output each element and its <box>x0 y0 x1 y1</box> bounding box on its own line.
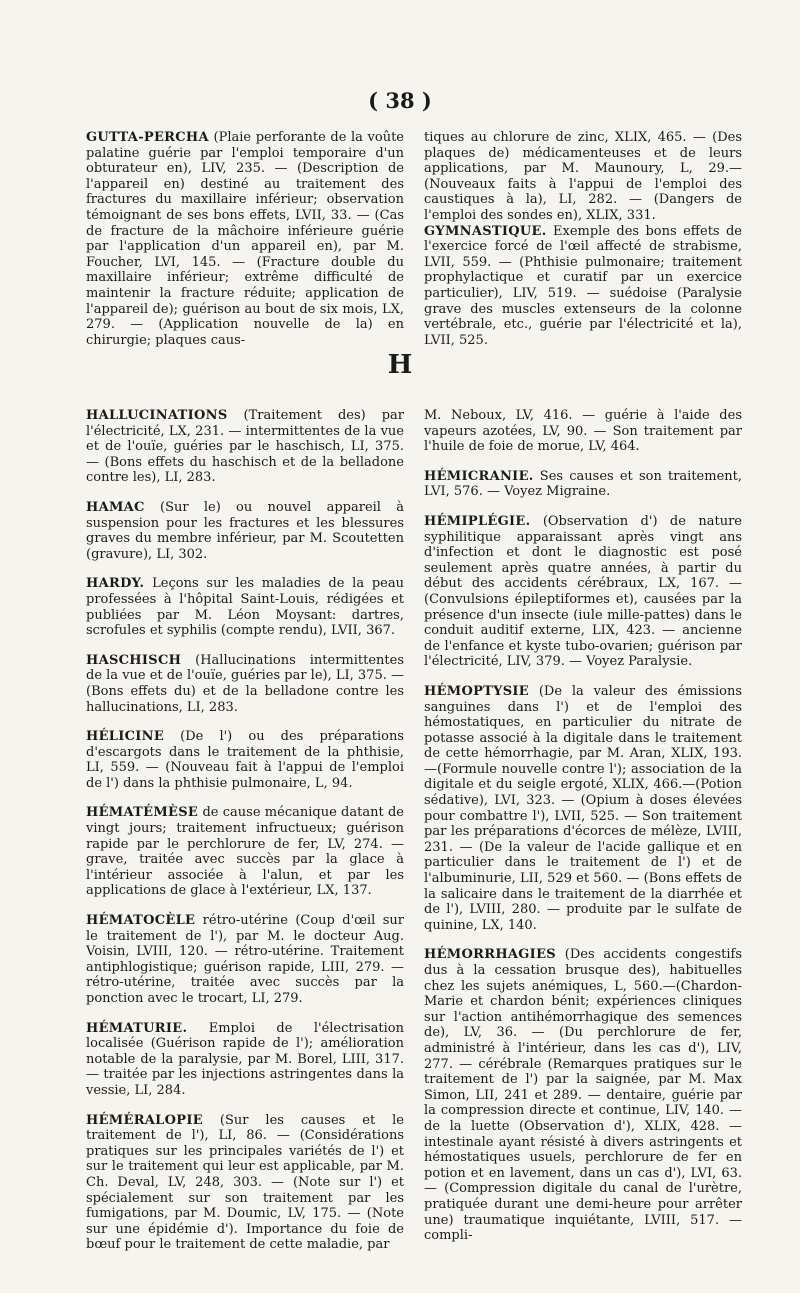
index-entry <box>424 684 742 934</box>
entry-text: Emploi de l'électrisation localisée (Guérison rapide de l'); amélioration notable de la paralysie, par M. Borel, LIII, 317. — traitée par les injections astringentes dans la vessie, LI, 284. <box>86 1020 404 1098</box>
entry-text: (Observation d') de nature syphilitique apparaissant après vingt ans d'infection et dont le diagnostic est posé seulement après quatre années, à partir du début des accidents cérébraux, LX, 167. — (Convulsions épileptiformes et), causées par la présence d'un insecte (iule mille-pattes) dans le conduit auditif externe, LIX, 423. — ancienne de l'enfance et kyste tubo-ovarien; guérison par l'électricité, LIV, 379. — Voyez Paralysie. <box>424 513 742 670</box>
entry-text: (De la valeur des émissions sanguines dans l') et de l'emploi des hémostatiques, en particulier du nitrate de potasse associé à la digitale dans le traitement de cette hémorrhagie, par M. Aran, XLIX, 193.—(Formule nouvelle contre l'); association de la digitale et du seigle ergoté, XLIX, 466.—(Potion sédative), LVI, 323. — (Opium à doses élevées pour combattre l'), LVII, 525. — Son traitement par les préparations d'écorces de mélèze, LVIII, 231. — (De la valeur de l'acide gallique et en particulier dans le traitement de l') et de l'albuminurie, LII, 529 et 560. — (Bons effets de la salicaire dans le traitement de la diarrhée et de l'), LVIII, 280. — produite par le sulfate de quinine, LX, 140. <box>424 683 742 933</box>
index-entry-continued <box>424 408 742 455</box>
entry-headword: HAMAC <box>86 499 145 515</box>
entry-headword: HÉLICINE <box>86 729 165 745</box>
entry-text: M. Neboux, LV, 416. — guérie à l'aide des vapeurs azotées, LV, 90. — Son traitement par l'huile de foie de morue, LV, 464. <box>424 408 742 455</box>
entry-text: (Hallucinations intermittentes de la vue et de l'ouïe, guéries par le), LI, 375. — (Bons effets du) et de la belladone contre les hallucinations, LI, 283. <box>86 652 404 715</box>
index-entry <box>86 805 404 899</box>
index-entry <box>86 500 404 562</box>
entry-text: Exemple des bons effets de l'exercice forcé de l'œil affecté de strabisme, LVII, 559. — (Phthisie pulmonaire; traitement prophylactique et curatif par un exercice particulier), LIV, 519. — suédoise (Paralysie grave des muscles extenseurs de la colonne vertébrale, etc., guérie par l'électricité et la), LVII, 525. <box>424 223 742 348</box>
page-number: ( 38 ) <box>368 88 432 113</box>
index-entry <box>424 224 742 349</box>
index-entry <box>86 576 404 638</box>
entry-headword: HÉMIPLÉGIE. <box>424 513 531 529</box>
entry-text: (De l') ou des préparations d'escargots dans le traitement de la phthisie, LI, 559. — (Nouveau fait à l'appui de l'emploi de l') dans la phthisie pulmonaire, L, 94. <box>86 729 404 791</box>
entry-text: (Des accidents congestifs dus à la cessation brusque des), habituelles chez les sujets anémiques, L, 560.—(Chardon-Marie et chardon bénit; expériences cliniques sur l'action antihémorrhagique des semences de), LV, 36. — (Du perchlorure de fer, administré à l'intérieur, dans les cas d'), LIV, 277. — cérébrale (Remarques pratiques sur le traitement de l') par la saignée, par M. Max Simon, LII, 241 et 289. — dentaire, guérie par la compression directe et continue, LIV, 140. — de la luette (Observation d'), XLIX, 428. — intestinale ayant résisté à divers astringents et hémostatiques usuels, perchlorure de fer en potion et en lavement, dans un cas d'), LVI, 63. — (Compression digitale du canal de l'urètre, pratiquée durant une demi-heure pour arrêter une) traumatique inquiétante, LVIII, 517. — compli- <box>424 947 742 1244</box>
index-entry <box>86 1021 404 1099</box>
entry-headword: HÉMOPTYSIE <box>424 683 530 699</box>
entry-text: Leçons sur les maladies de la peau professées à l'hôpital Saint-Louis, rédigées et publiées par M. Léon Moysant: dartres, scrofules et syphilis (compte rendu), LVII, 367. <box>86 576 404 639</box>
index-entry <box>86 653 404 715</box>
entry-headword: HÉMATOCÈLE <box>86 913 196 929</box>
entry-headword: HÉMICRANIE. <box>424 468 534 484</box>
entry-headword: HASCHISCH <box>86 652 182 668</box>
entry-headword: HÉMATÉMÈSE <box>86 805 199 821</box>
index-entry <box>86 408 404 486</box>
column-bottom-left <box>86 408 404 1267</box>
entry-text: rétro-utérine (Coup d'œil sur le traitement de l'), par M. le docteur Aug. Voisin, LVIII, 120. — rétro-utérine. Traitement antiphlogistique; guérison rapide, LIII, 279. — rétro-utérine, traitée avec succès par la ponction avec le trocart, LI, 279. <box>86 913 404 1006</box>
index-entry <box>424 947 742 1243</box>
entry-headword: GYMNASTIQUE. <box>424 223 547 239</box>
section-letter: H <box>387 350 413 380</box>
column-top-right <box>424 130 742 362</box>
entry-headword: HÉMÉRALOPIE <box>86 1112 203 1128</box>
entry-text: (Sur les causes et le traitement de l'), LI, 86. — (Considérations pratiques sur les principales variétés de l') et sur le traitement qui leur est applicable, par M. Ch. Deval, LV, 248, 303. — (Note sur l') et spécialement sur son traitement par les fumigations, par M. Doumic, LV, 175. — (Note sur une épidémie d'). Importance du foie de bœuf pour le traitement de cette maladie, par <box>86 1112 405 1253</box>
entry-headword: HÉMORRHAGIES <box>424 947 556 963</box>
index-entry <box>86 130 404 348</box>
entry-headword: GUTTA-PERCHA <box>86 130 209 145</box>
entry-text: (Traitement des) par l'électricité, LX, 231. — intermittentes de la vue et de l'ouïe, guéries par le haschisch, LI, 375. — (Bons effets du haschisch et de la belladone contre les), LI, 283. <box>86 408 404 486</box>
index-entry <box>424 469 742 500</box>
entry-text: (Sur le) ou nouvel appareil à suspension pour les fractures et les blessures graves du membre inférieur, par M. Scoutetten (gravure), LI, 302. <box>86 499 405 562</box>
index-entry <box>424 514 742 670</box>
index-entry <box>86 1113 404 1253</box>
entry-text: Ses causes et son traitement, LVI, 576. — Voyez Migraine. <box>424 468 743 500</box>
index-entry <box>86 729 404 791</box>
entry-headword: HÉMATURIE. <box>86 1020 188 1036</box>
entry-headword: HARDY. <box>86 576 145 592</box>
column-bottom-right <box>424 408 742 1258</box>
entry-text: tiques au chlorure de zinc, XLIX, 465. — (Des plaques de) médicamenteuses et de leurs applications, par M. Maunoury, L, 29.— (Nouveaux faits à l'appui de l'emploi des caustiques à la), LI, 282. — (Dangers de l'emploi des sondes en), XLIX, 331. <box>424 130 742 223</box>
column-top-left <box>86 130 404 362</box>
entry-text: de cause mécanique datant de vingt jours; traitement infructueux; guérison rapide par le perchlorure de fer, LV, 274. — grave, traitée avec succès par la glace à l'intérieur associée à l'alun, et par les applications de glace à l'extérieur, LX, 137. <box>86 805 404 899</box>
entry-headword: HALLUCINATIONS <box>86 408 228 423</box>
index-entry <box>86 913 404 1007</box>
index-entry-continued <box>424 130 742 224</box>
entry-text: (Plaie perforante de la voûte palatine guérie par l'emploi temporaire d'un obturateur en), LIV, 235. — (Description de l'appareil en) destiné au traitement des fractures du maxillaire inférieur; observation témoignant de ses bons effets, LVII, 33. — (Cas de fracture de la mâchoire inférieure guérie par l'application d'un appareil en), par M. Foucher, LVI, 145. — (Fracture double du maxillaire inférieur; extrême difficulté de maintenir la fracture réduite; application de l'appareil de); guérison au bout de six mois, LX, 279. — (Application nouvelle de la) en chirurgie; plaques caus- <box>86 130 404 348</box>
